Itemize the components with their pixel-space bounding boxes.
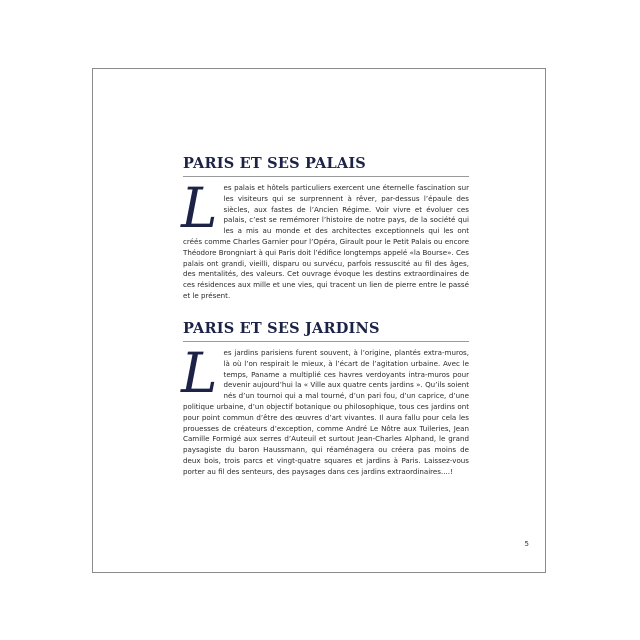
section-body [181,176,469,302]
drop-cap: L [181,176,218,240]
section-title: PARIS ET SES JARDINS [183,320,469,342]
paragraph-text: es jardins parisiens furent souvent, à l’origine, plantés extra-muros, là où l’on respirait le mieux, à l’écart de l’agitation urbaine. Avec le temps, Paname a multiplié ces havres verdoyants intra-muros pour devenir aujourd’hui la « Ville aux quatre cents jardins ». Qu’ils soient nés d’un tournoi qui a mal tourné, d’un pari fou, d’un caprice, d’une politique urbaine, d’un objectif botanique ou philosophique, tous ces jardins ont pour point commun d’être des œuvres d’art vivantes. Il aura fallu pour cela les prouesses de créateurs d’exception, comme André Le Nôtre aux Tuileries, Jean Camille Formigé aux serres d’Auteuil et surtout Jean-Charles Alphand, le grand paysagiste du baron Haussmann, qui réaménagera ou créera pas moins de deux bois, trois parcs et vingt-quatre squares et jardins à Paris. Laissez-vous porter au fil des senteurs, des paysages dans ces jardins extraordinaires....! [183,348,469,476]
book-page [92,68,546,573]
section-title: PARIS ET SES PALAIS [183,155,469,177]
paragraph-text: es palais et hôtels particuliers exercent une éternelle fascination sur les visiteurs qui se surprennent à rêver, par-dessus l’épaule des siècles, aux fastes de l’Ancien Régime. Voir vivre et évoluer ces palais, c’est se remémorer l’histoire de notre pays, de la société qui les a mis au monde et des architectes exceptionnels qui les ont créés comme Charles Garnier pour l’Opéra, Girault pour le Petit Palais ou encore Théodore Brongniart à qui Paris doit l’édifice longtemps appelé «la Bourse». Ces palais ont grandi, vieilli, disparu ou survécu, parfois ressuscité au fil des âges, des mentalités, des valeurs. Cet ouvrage évoque les destins extraordinaires de ces résidences aux mille et une vies, qui tracent un lien de pierre entre le passé et le présent. [183,183,469,300]
section-body [181,341,469,478]
page-number: 5 [524,540,529,548]
section-palais [183,155,469,302]
section-jardins [183,320,469,478]
drop-cap: L [181,341,218,405]
